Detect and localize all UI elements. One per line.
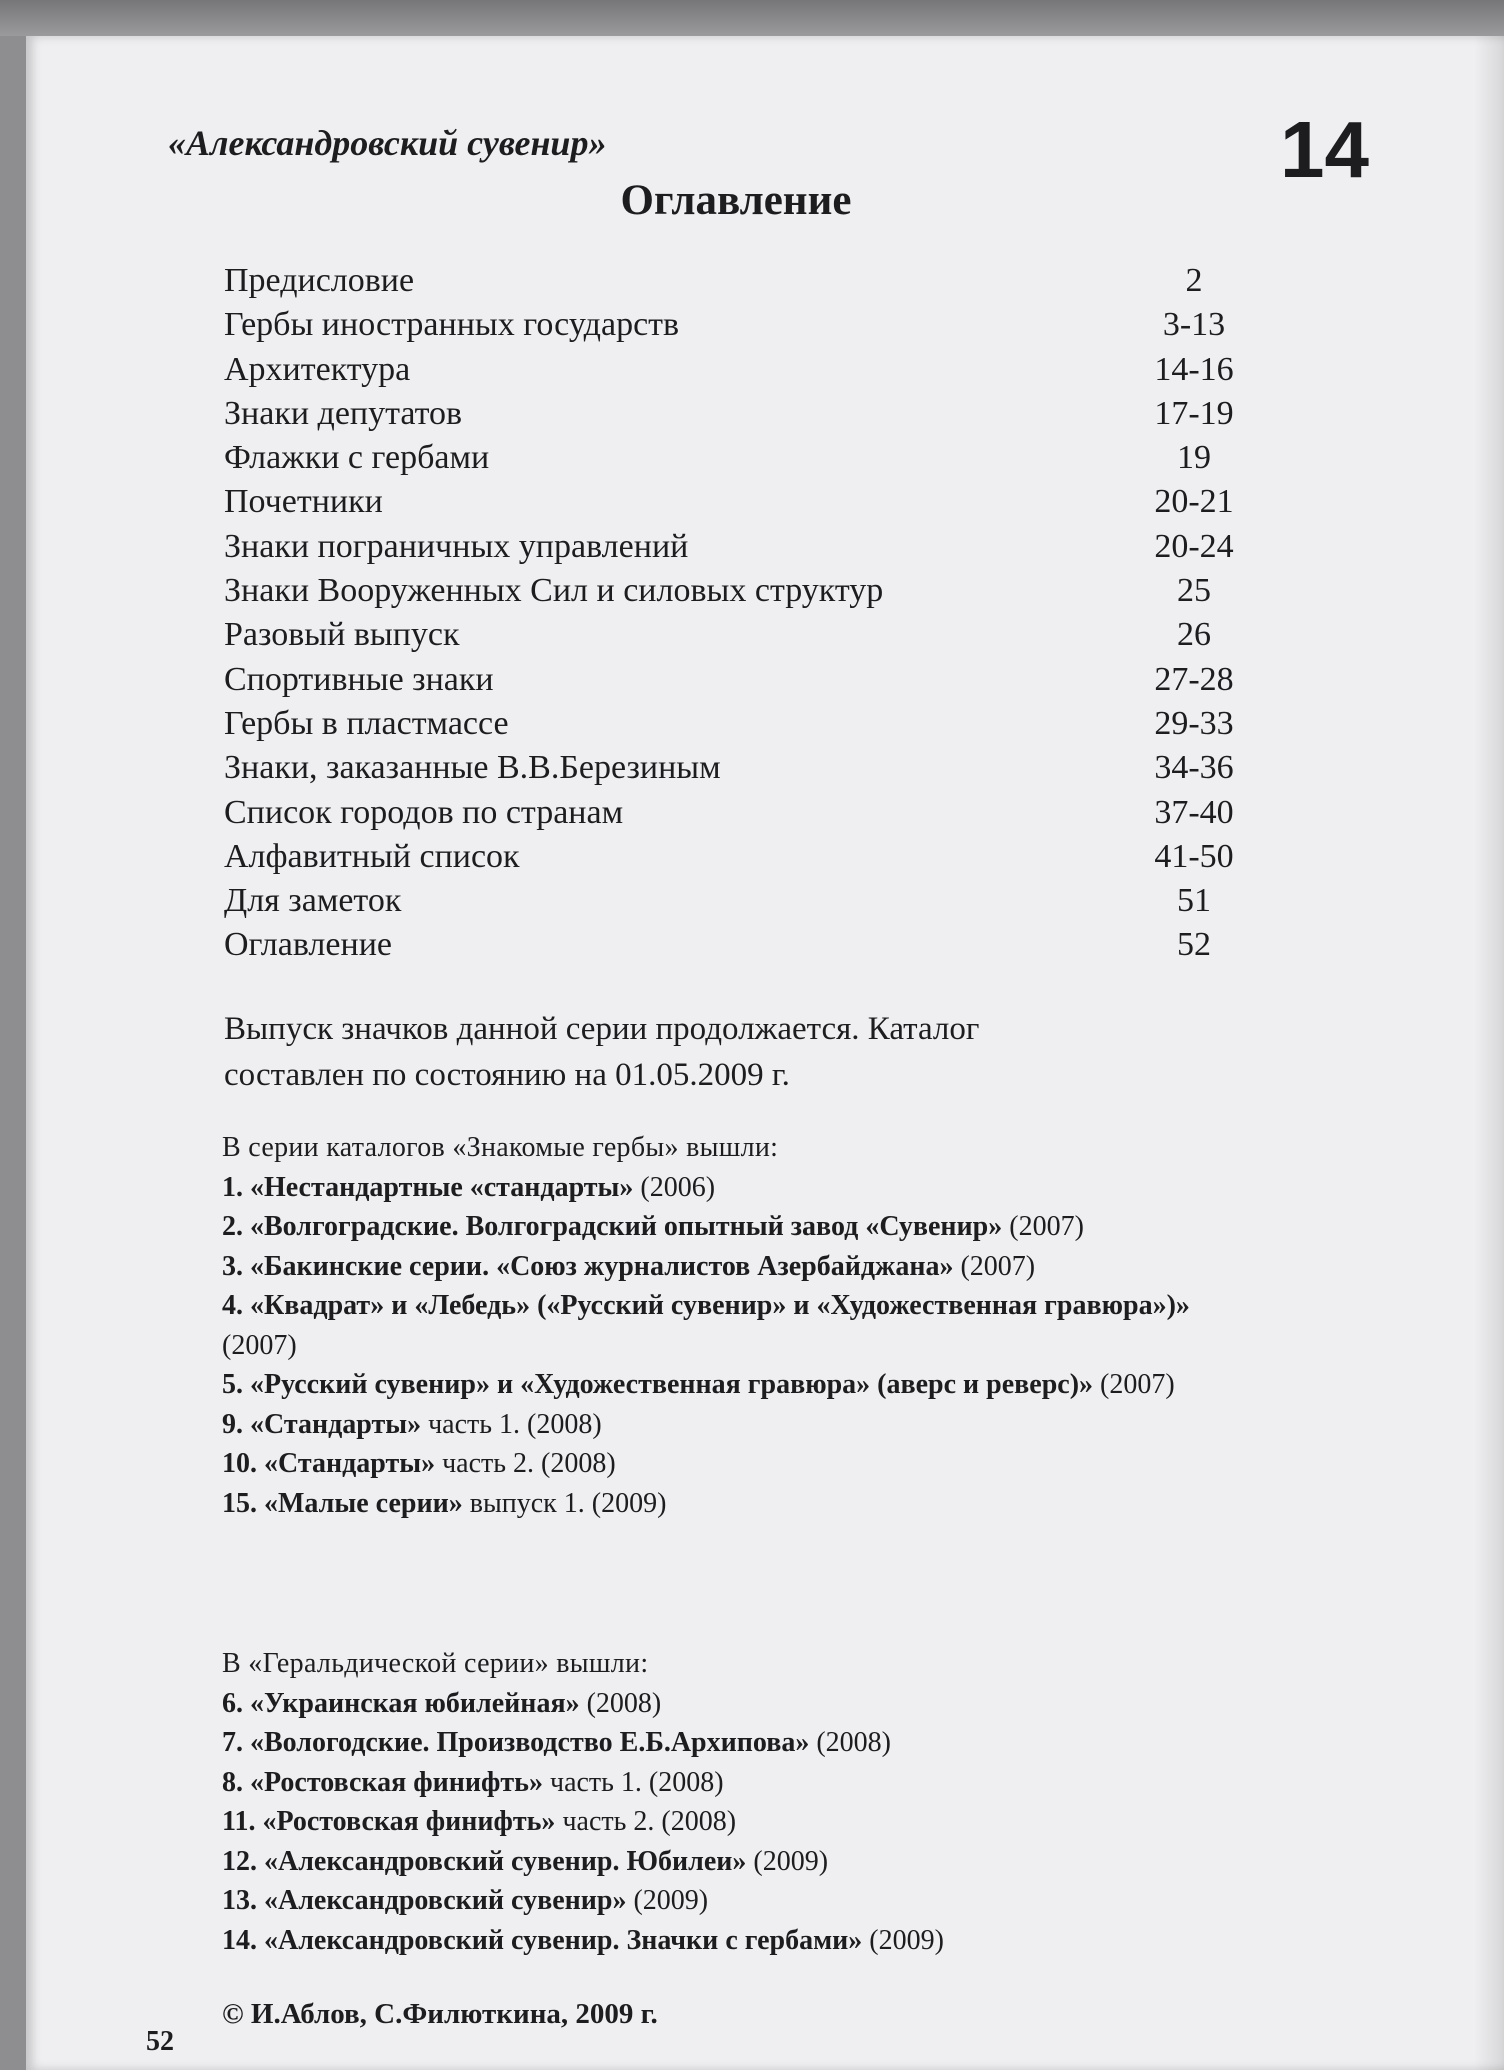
list-item	[222, 1168, 1262, 1208]
heraldic-series-list	[222, 1644, 1262, 1960]
list-item	[222, 1921, 1262, 1961]
toc-page: 20-24	[1154, 527, 1234, 565]
toc-page: 29-33	[1154, 704, 1234, 742]
toc-row	[224, 705, 1264, 749]
toc-row	[224, 439, 1264, 483]
item-title: 8. «Ростовская финифть»	[222, 1766, 543, 1798]
toc-row	[224, 616, 1264, 660]
list-heading: В «Геральдической серии» вышли:	[222, 1648, 649, 1679]
list-item	[222, 1842, 1262, 1882]
item-detail: выпуск 1. (2009)	[462, 1487, 667, 1519]
item-detail: (2007)	[1093, 1369, 1175, 1400]
item-detail: часть 1. (2008)	[542, 1766, 724, 1798]
item-detail: (2008)	[809, 1727, 891, 1758]
list-heading: В серии каталогов «Знакомые гербы» вышли:	[222, 1132, 779, 1163]
item-title: 7. «Вологодские. Производство Е.Б.Архипова»	[222, 1727, 810, 1758]
toc-row	[224, 926, 1264, 970]
issue-number: 14	[1280, 105, 1369, 194]
list-item	[222, 1484, 1262, 1524]
toc-row	[224, 882, 1264, 926]
item-detail: (2008)	[579, 1687, 662, 1719]
item-detail: часть 2. (2008)	[435, 1448, 616, 1479]
list-item	[222, 1365, 1262, 1405]
item-title: 10. «Стандарты»	[222, 1448, 436, 1479]
toc-title: Знаки пограничных управлений	[224, 527, 689, 565]
toc-title: Знаки Вооруженных Сил и силовых структур	[224, 572, 884, 610]
toc-row	[224, 483, 1264, 527]
toc-page: 51	[1177, 882, 1211, 920]
item-title: 12. «Александровский сувенир. Юбилеи»	[222, 1845, 747, 1877]
toc-page: 34-36	[1154, 749, 1234, 787]
toc-page: 19	[1177, 439, 1211, 477]
item-title: 2. «Волгоградские. Волгоградский опытный завод «Сувенир»	[222, 1211, 1003, 1242]
item-detail: (2007)	[1002, 1211, 1084, 1242]
item-detail: (2007)	[222, 1329, 297, 1361]
item-title: 5. «Русский сувенир» и «Художественная гравюра» (аверс и реверс)»	[222, 1369, 1094, 1400]
toc-page: 41-50	[1154, 837, 1234, 875]
catalog-note	[224, 1006, 1224, 1098]
toc-row	[224, 262, 1264, 306]
item-detail: (2009)	[746, 1845, 829, 1877]
item-detail: часть 2. (2008)	[555, 1806, 737, 1837]
list-item	[222, 1286, 1262, 1365]
toc-title: Архитектура	[224, 350, 411, 388]
item-title: 15. «Малые серии»	[222, 1487, 463, 1519]
list-item	[222, 1684, 1262, 1724]
scan-background	[0, 0, 1504, 36]
toc-page: 27-28	[1154, 660, 1234, 698]
toc-row	[224, 306, 1264, 350]
toc-row	[224, 351, 1264, 395]
toc-title: Спортивные знаки	[224, 660, 494, 698]
list-item	[222, 1723, 1262, 1763]
item-title: 6. «Украинская юбилейная»	[222, 1687, 580, 1719]
list-item	[222, 1763, 1262, 1803]
toc-page: 52	[1177, 926, 1211, 964]
list-item	[222, 1405, 1262, 1445]
series-title: «Александровский сувенир»	[168, 123, 607, 163]
toc-title: Знаки, заказанные В.В.Березиным	[224, 749, 721, 787]
item-detail: (2009)	[862, 1924, 944, 1956]
item-detail: (2009)	[626, 1885, 709, 1916]
known-coats-series-list	[222, 1128, 1262, 1523]
item-title: 11. «Ростовская финифть»	[222, 1806, 556, 1837]
toc-title: Алфавитный список	[224, 837, 520, 875]
item-title: 13. «Александровский сувенир»	[222, 1885, 627, 1916]
item-title: 9. «Стандарты»	[222, 1408, 422, 1440]
page-title: Оглавление	[620, 177, 852, 224]
toc-title: Гербы иностранных государств	[224, 306, 680, 344]
toc-row	[224, 794, 1264, 838]
item-title: 3. «Бакинские серии. «Союз журналистов Азербайджана»	[222, 1250, 954, 1282]
toc-page: 14-16	[1154, 350, 1234, 388]
toc-page: 20-21	[1154, 483, 1234, 521]
toc-page: 25	[1177, 572, 1211, 610]
toc-page: 2	[1185, 262, 1203, 299]
item-title: 14. «Александровский сувенир. Значки с гербами»	[222, 1924, 863, 1956]
toc-row	[224, 661, 1264, 705]
list-item	[222, 1444, 1262, 1484]
list-item	[222, 1802, 1262, 1842]
item-detail: часть 1. (2008)	[421, 1408, 602, 1440]
toc-title: Гербы в пластмассе	[224, 704, 509, 742]
catalog-note-line: Выпуск значков данной серии продолжается. Каталог	[224, 1011, 980, 1047]
catalog-note-line: составлен по состоянию на 01.05.2009 г.	[224, 1057, 790, 1093]
toc-title: Разовый выпуск	[224, 616, 460, 654]
list-item	[222, 1247, 1262, 1287]
list-item	[222, 1207, 1262, 1247]
toc-title: Почетники	[224, 483, 383, 521]
toc-title: Предисловие	[224, 262, 415, 299]
toc-page: 37-40	[1154, 793, 1234, 831]
toc-row	[224, 528, 1264, 572]
item-detail: (2006)	[633, 1171, 716, 1203]
toc-page: 17-19	[1154, 394, 1234, 432]
copyright: © И.Аблов, С.Филюткина, 2009 г.	[222, 1998, 658, 2030]
toc-page: 3-13	[1162, 306, 1226, 344]
table-of-contents	[224, 262, 1264, 971]
item-title: 1. «Нестандартные «стандарты»	[222, 1171, 634, 1203]
toc-row	[224, 395, 1264, 439]
toc-row	[224, 749, 1264, 793]
page-number: 52	[146, 2026, 174, 2057]
toc-title: Список городов по странам	[224, 793, 624, 831]
toc-page: 26	[1177, 616, 1211, 654]
toc-row	[224, 572, 1264, 616]
item-title: 4. «Квадрат» и «Лебедь» («Русский сувенир» и «Художественная гравюра»)»	[222, 1290, 1190, 1321]
toc-row	[224, 838, 1264, 882]
toc-title: Флажки с гербами	[224, 439, 490, 477]
item-detail: (2007)	[953, 1250, 1036, 1282]
toc-title: Оглавление	[224, 926, 392, 964]
list-item	[222, 1881, 1262, 1921]
toc-title: Для заметок	[224, 882, 402, 920]
toc-title: Знаки депутатов	[224, 394, 463, 432]
